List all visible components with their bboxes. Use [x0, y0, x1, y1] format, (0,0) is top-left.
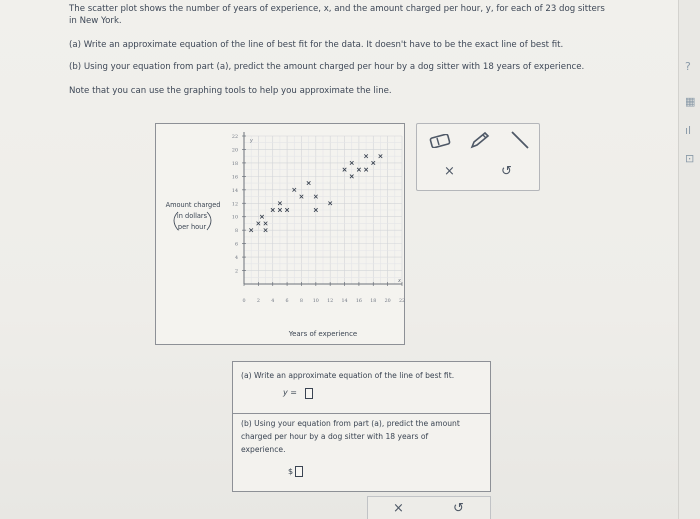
x-tick-label: 4 [271, 299, 275, 304]
y-axis-label-line-2: in dollars [176, 212, 208, 220]
y-tick-label: 8 [234, 229, 238, 235]
pencil-icon[interactable] [469, 131, 491, 154]
right-toolbar-strip [678, 0, 700, 519]
clear-icon[interactable]: × [444, 164, 455, 179]
book-icon[interactable]: ⊡ [685, 152, 695, 165]
eraser-icon[interactable] [429, 134, 451, 151]
question-line-1: The scatter plot shows the number of years of experience, x, and the amount charged per hour, y, for each of 23 dog sitters [69, 4, 605, 14]
chart-icon[interactable]: ıl [685, 124, 692, 137]
scatter-plot-panel[interactable] [155, 123, 405, 345]
answer-a-box [232, 361, 491, 414]
x-axis-end-label: x [398, 278, 401, 284]
y-tick-label: 16 [231, 175, 238, 181]
y-tick-label: 20 [231, 148, 238, 154]
y-tick-label: 2 [234, 269, 238, 275]
x-tick-label: 2 [256, 299, 260, 304]
y-tick-label: 10 [231, 215, 238, 221]
y-axis-label-line-3: per hour [177, 223, 207, 231]
question-part-b: (b) Using your equation from part (a), predict the amount charged per hour by a dog sitter with 18 years of experience. [69, 62, 585, 72]
x-tick-label: 22 [398, 299, 406, 304]
graphing-tools-panel [416, 123, 540, 191]
x-axis-label: Years of experience [288, 330, 358, 338]
y-tick-label: 4 [234, 256, 238, 262]
question-line-2: in New York. [69, 16, 122, 26]
y-tick-label: 6 [234, 242, 238, 248]
bottom-toolbar [367, 496, 491, 519]
x-tick-label: 0 [242, 299, 246, 304]
line-tool-icon[interactable] [509, 130, 531, 153]
bottom-clear-icon[interactable]: × [393, 501, 404, 516]
answer-b-label-1: (b) Using your equation from part (a), predict the amount [241, 419, 460, 428]
x-tick-label: 20 [384, 299, 391, 304]
x-tick-label: 8 [299, 299, 303, 304]
answer-b-box [232, 413, 491, 492]
y-axis-label-line-1: Amount charged [165, 201, 221, 209]
help-icon[interactable]: ? [685, 60, 691, 73]
y-axis-label-paren-right [207, 212, 211, 230]
answer-b-prefix: $ [288, 467, 294, 476]
answer-b-input[interactable] [295, 466, 303, 477]
question-part-a: (a) Write an approximate equation of the line of best fit for the data. It doesn't have to be the exact line of best fit. [69, 40, 564, 50]
answer-b-label-3: experience. [241, 445, 286, 454]
answer-b-label-2: charged per hour by a dog sitter with 18 years of [241, 432, 429, 441]
x-tick-label: 18 [370, 299, 377, 304]
y-tick-label: 14 [231, 188, 238, 194]
y-tick-label: 12 [231, 202, 238, 208]
x-tick-label: 12 [327, 299, 334, 304]
question-note: Note that you can use the graphing tools to help you approximate the line. [69, 86, 392, 96]
undo-icon[interactable]: ↺ [501, 164, 512, 179]
y-axis-end-label: y [250, 138, 253, 144]
x-tick-label: 6 [285, 299, 289, 304]
bottom-undo-icon[interactable]: ↺ [453, 501, 464, 516]
answer-a-prefix: y = [283, 388, 297, 397]
x-tick-label: 14 [341, 299, 348, 304]
answer-a-input[interactable] [305, 388, 313, 399]
x-tick-label: 16 [355, 299, 362, 304]
answer-a-label: (a) Write an approximate equation of the line of best fit. [241, 371, 455, 380]
calculator-icon[interactable]: ▦ [685, 95, 696, 108]
x-tick-label: 10 [312, 299, 319, 304]
y-tick-label: 22 [231, 135, 238, 140]
y-tick-label: 18 [231, 161, 238, 167]
scatter-plot-svg[interactable] [156, 124, 406, 346]
